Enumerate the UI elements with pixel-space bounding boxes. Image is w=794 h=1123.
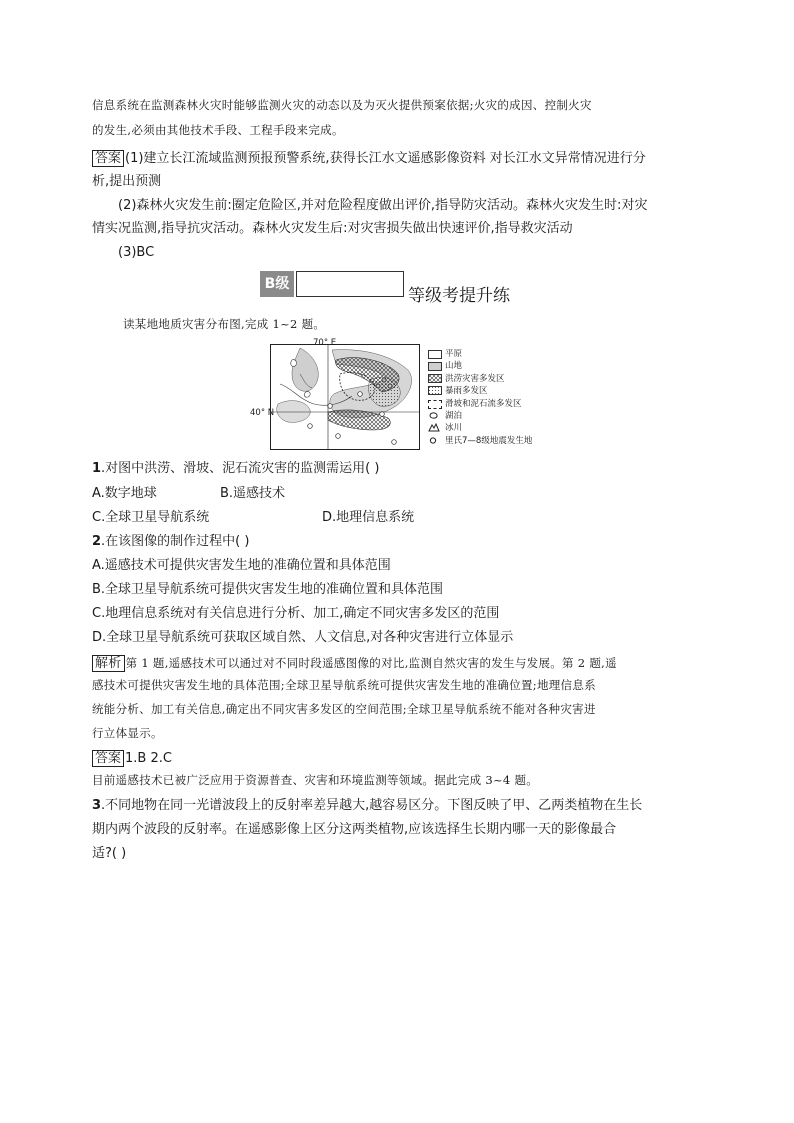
earthquake-circle-icon: [428, 436, 440, 445]
disaster-map: [270, 344, 420, 450]
analysis-text: 感技术可提供灾害发生地的具体范围;全球卫星导航系统可提供灾害发生地的准确位置;地理信息系: [92, 678, 596, 692]
analysis-text: 行立体显示。: [92, 726, 163, 740]
question-number: 2: [92, 534, 102, 549]
analysis-block-line: [92, 655, 617, 672]
answer-text: (2)森林火灾发生前:圈定危险区,并对危险程度做出评价,指导防灾活动。森林火灾发生时:对灾: [118, 198, 648, 213]
longitude-label: 70° E: [313, 338, 337, 348]
earthquake-marker: [336, 434, 341, 439]
q1-option-b[interactable]: B.遥感技术: [220, 486, 286, 501]
lake-icon: [428, 411, 440, 420]
q1-option-d[interactable]: D.地理信息系统: [322, 510, 415, 525]
q1-option-a[interactable]: A.数字地球: [92, 486, 157, 501]
analysis-text: 第 1 题,遥感技术可以通过对不同时段遥感图像的对比,监测自然灾害的发生与发展。第 2 题,遥: [125, 656, 617, 670]
mountain-region: [277, 401, 310, 423]
legend-label: 湖泊: [445, 410, 463, 421]
answer-text: 情实况监测,指导抗灾活动。森林火灾发生后:对灾害损失做出快速评价,指导救灾活动: [92, 221, 573, 236]
question-stem: 适?( ): [92, 846, 127, 861]
earthquake-marker: [358, 392, 363, 397]
question-1: [92, 462, 379, 475]
lake-shape: [291, 360, 297, 367]
q2-option-c[interactable]: C.地理信息系统对有关信息进行分析、加工,确定不同灾害多发区的范围: [92, 606, 500, 621]
q2-option-b[interactable]: B.全球卫星导航系统可提供灾害发生地的准确位置和具体范围: [92, 582, 444, 597]
q2-option-d[interactable]: D.全球卫星导航系统可获取区域自然、人文信息,对各种灾害进行立体显示: [92, 630, 514, 645]
section-title: 等级考提升练: [408, 286, 510, 306]
answer-tag: 答案: [92, 150, 124, 167]
crosshatch-swatch-icon: [428, 374, 442, 383]
question-prompt: 目前遥感技术已被广泛应用于资源普查、灾害和环境监测等领域。据此完成 3~4 题。: [92, 773, 539, 787]
legend-label: 里氏7—8级地震发生地: [445, 435, 533, 446]
question-stem: .不同地物在同一光谱波段上的反射率差异越大,越容易区分。下图反映了甲、乙两类植物在生长: [101, 798, 643, 813]
question-stem: .在该图像的制作过程中( ): [101, 534, 250, 549]
plain-swatch-icon: [428, 350, 442, 359]
glacier-icon: [428, 423, 440, 432]
legend-label: 平原: [445, 349, 463, 359]
q2-option-a[interactable]: A.遥感技术可提供灾害发生地的准确位置和具体范围: [92, 558, 391, 573]
dotted-swatch-icon: [428, 386, 442, 395]
question-2: [92, 535, 249, 548]
question-3: [92, 799, 642, 812]
intro-line: 信息系统在监测森林火灾时能够监测火灾的动态以及为灭火提供预案依据;火灾的成因、控制火灾: [92, 98, 592, 112]
dashed-swatch-icon: [428, 400, 442, 409]
latitude-label: 40° N: [250, 408, 275, 418]
earthquake-marker: [392, 440, 397, 445]
question-prompt: 读某地地质灾害分布图,完成 1~2 题。: [123, 317, 326, 331]
section-level-badge: B级: [260, 271, 294, 297]
lake-shape: [304, 392, 310, 398]
analysis-text: 统能分析、加工有关信息,确定出不同灾害多发区的空间范围;全球卫星导航系统不能对各种灾害进: [92, 702, 596, 716]
legend-label: 冰川: [445, 423, 463, 434]
answer-text: (1)建立长江流域监测预报预警系统,获得长江水文遥感影像资料 对长江水文异常情况进行分: [125, 151, 646, 166]
legend-label: 山地: [445, 361, 463, 372]
question-stem: 期内两个波段的反射率。在遥感影像上区分这两类植物,应该选择生长期内哪一天的影像最合: [92, 822, 617, 837]
answer-text: (3)BC: [118, 245, 155, 260]
answer-text: 析,提出预测: [92, 174, 162, 189]
question-number: 1: [92, 461, 102, 476]
legend-label: 滑坡和泥石流多发区: [445, 398, 522, 409]
answer-block-line: [92, 150, 646, 167]
question-stem: .对图中洪涝、滑坡、泥石流灾害的监测需运用( ): [101, 461, 380, 476]
earthquake-marker: [380, 412, 385, 417]
answer-tag: 答案: [92, 750, 124, 767]
intro-line: 的发生,必须由其他技术手段、工程手段来完成。: [92, 123, 344, 137]
earthquake-marker: [308, 424, 313, 429]
answer-text: 1.B 2.C: [125, 751, 172, 766]
mountain-swatch-icon: [428, 362, 442, 371]
legend-label: 暴雨多发区: [445, 386, 488, 397]
section-decor-box: [296, 271, 404, 297]
question-number: 3: [92, 798, 102, 813]
answer-block-line: [92, 750, 172, 767]
q1-option-c[interactable]: C.全球卫星导航系统: [92, 510, 210, 525]
legend-label: 洪涝灾害多发区: [445, 373, 505, 384]
analysis-tag: 解析: [92, 655, 125, 672]
earthquake-marker: [328, 404, 333, 409]
